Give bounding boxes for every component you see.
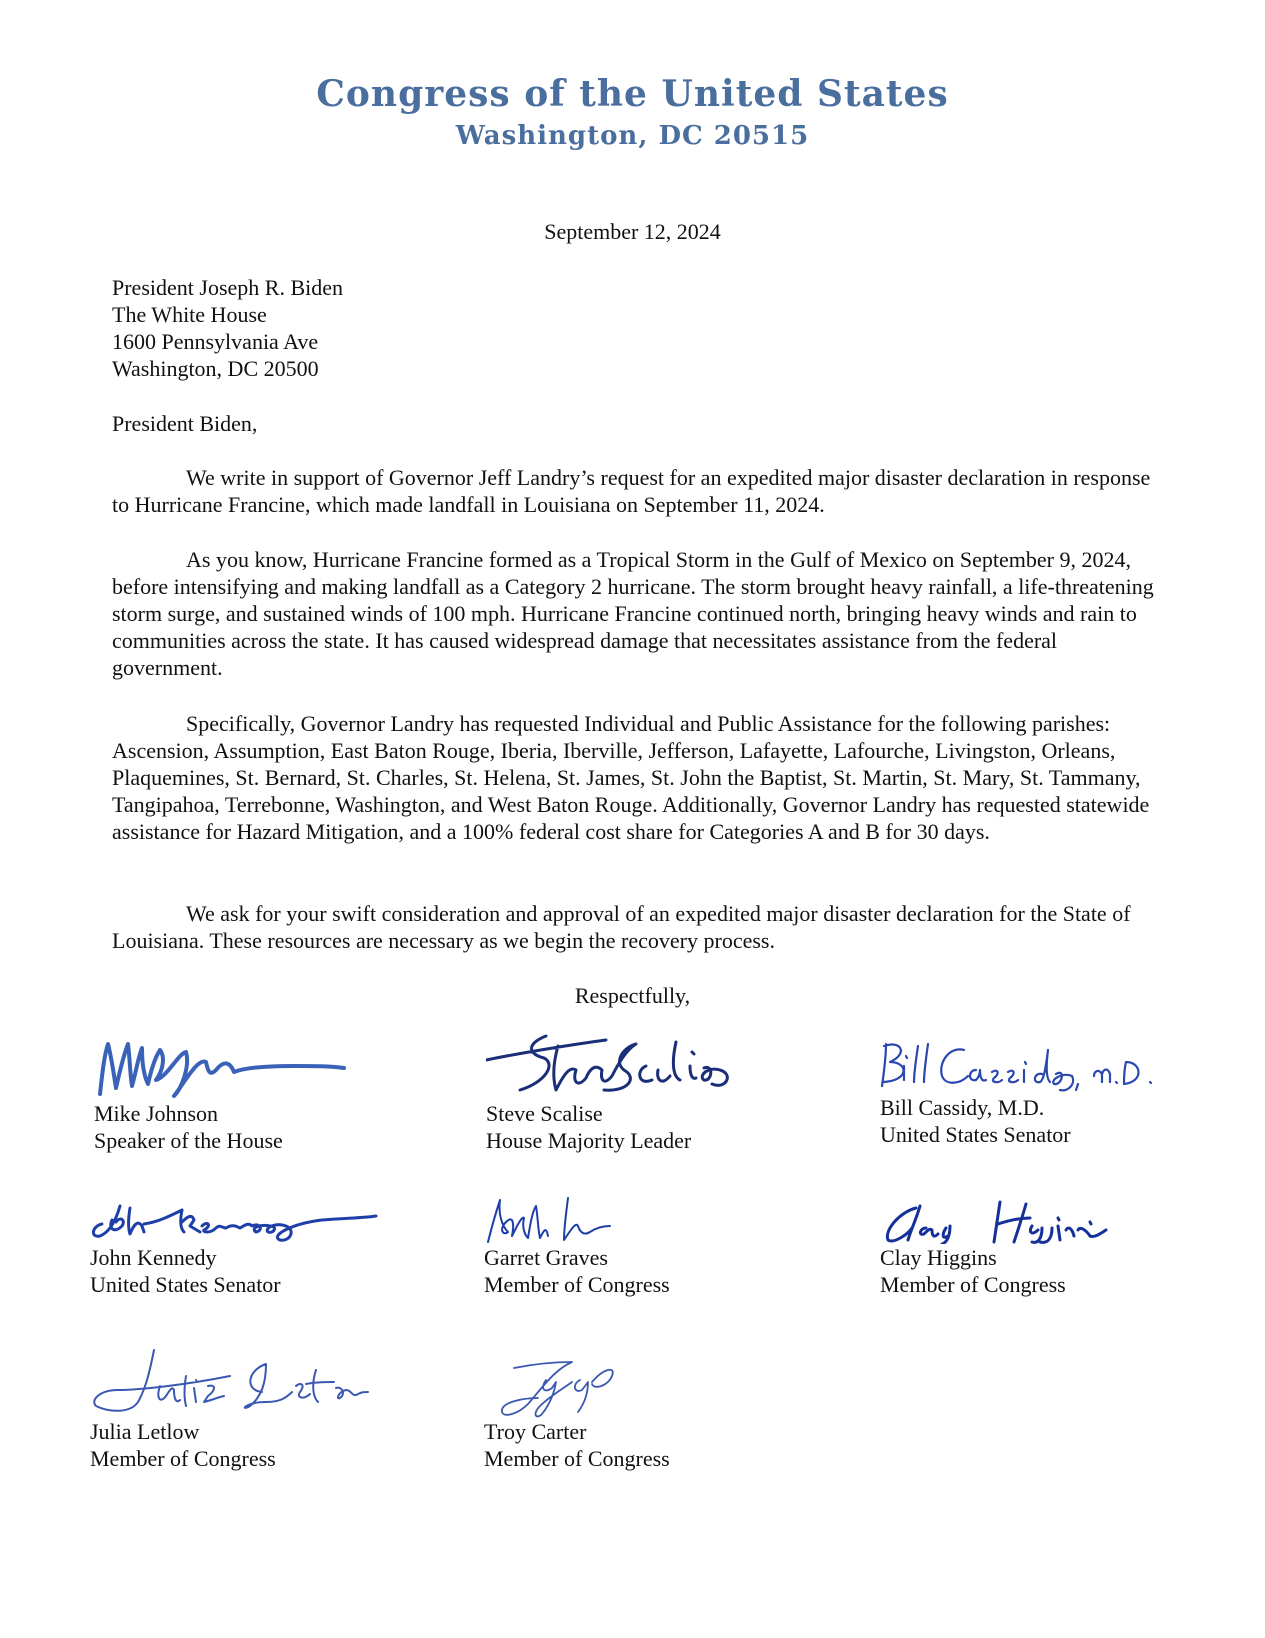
signer-title: Member of Congress (484, 1272, 670, 1297)
body-paragraph: We write in support of Governor Jeff Landry’s request for an expedited major disaster declaration in response to Hurricane Francine, which made landfall in Louisiana on September 11, 2024. (112, 465, 1151, 517)
signer-title: House Majority Leader (486, 1128, 692, 1153)
signer-title: Speaker of the House (94, 1128, 283, 1153)
signature-block (90, 1346, 450, 1472)
signature-image (90, 1200, 380, 1244)
recipient-line: The White House (112, 302, 267, 327)
signer-title: United States Senator (880, 1122, 1071, 1147)
signature-image (880, 1200, 1150, 1244)
body-paragraph: As you know, Hurricane Francine formed as a Tropical Storm in the Gulf of Mexico on September 9, 2024, before intensifying and making landfall as a Category 2 hurricane. The storm brought heavy rainfall, a life-threatening storm surge, and sustained winds of 100 mph. Hurricane Francine continued north, bringing heavy winds and rain to communities across the state. It has caused widespread damage that necessitates assistance from the federal government. (112, 547, 1154, 680)
signature-image (90, 1346, 370, 1418)
signature-block (484, 1196, 844, 1298)
signer-name: Steve Scalise (486, 1101, 603, 1126)
body-paragraph: Specifically, Governor Landry has requested Individual and Public Assistance for the following parishes: Ascension, Assumption, East Baton Rouge, Iberia, Iberville, Jefferson, Lafayette, Lafourche, Livingston, Orleans, Plaquemines, St. Bernard, St. Charles, St. Helena, St. James, St. John the Baptist, St. Martin, St. Mary, St. Tammany, Tangipahoa, Terrebonne, Washington, and West Baton Rouge. Additionally, Governor Landry has requested statewide assistance for Hazard Mitigation, and a 100% federal cost share for Categories A and B for 30 days. (112, 711, 1150, 844)
signer-title: Member of Congress (90, 1446, 276, 1471)
signature-image (484, 1358, 634, 1418)
closing: Respectfully, (574, 983, 691, 1008)
signature-block (880, 1200, 1240, 1298)
signer-name: Garret Graves (484, 1245, 608, 1270)
signer-title: Member of Congress (484, 1446, 670, 1471)
signer-title: Member of Congress (880, 1272, 1066, 1297)
recipient-line: 1600 Pennsylvania Ave (112, 329, 319, 354)
recipient-line: President Joseph R. Biden (112, 275, 343, 300)
signer-name: Bill Cassidy, M.D. (880, 1095, 1045, 1120)
recipient-line: Washington, DC 20500 (112, 356, 319, 381)
signer-title: United States Senator (90, 1272, 281, 1297)
signature-block (486, 1030, 846, 1154)
signer-name: Clay Higgins (880, 1245, 997, 1270)
signature-block (880, 1036, 1240, 1148)
body-paragraph: We ask for your swift consideration and approval of an expedited major disaster declaration for the State of Louisiana. These resources are necessary as we begin the recovery process. (112, 901, 1131, 953)
signer-name: Julia Letlow (90, 1419, 200, 1444)
letterhead (0, 72, 1265, 154)
signature-image (484, 1196, 684, 1244)
signature-image (880, 1036, 1160, 1094)
salutation: President Biden, (112, 411, 258, 436)
recipient-address (112, 274, 343, 382)
signer-name: John Kennedy (90, 1245, 217, 1270)
signer-name: Mike Johnson (94, 1101, 219, 1126)
signature-image (94, 1036, 354, 1100)
signature-image (486, 1030, 756, 1100)
signature-block (90, 1200, 450, 1298)
letterhead-subtitle: Washington, DC 20515 (455, 121, 810, 151)
letter-date: September 12, 2024 (544, 219, 721, 244)
signer-name: Troy Carter (484, 1419, 587, 1444)
signature-block (94, 1036, 454, 1154)
letterhead-title: Congress of the United States (316, 73, 949, 115)
signature-block (484, 1358, 844, 1472)
